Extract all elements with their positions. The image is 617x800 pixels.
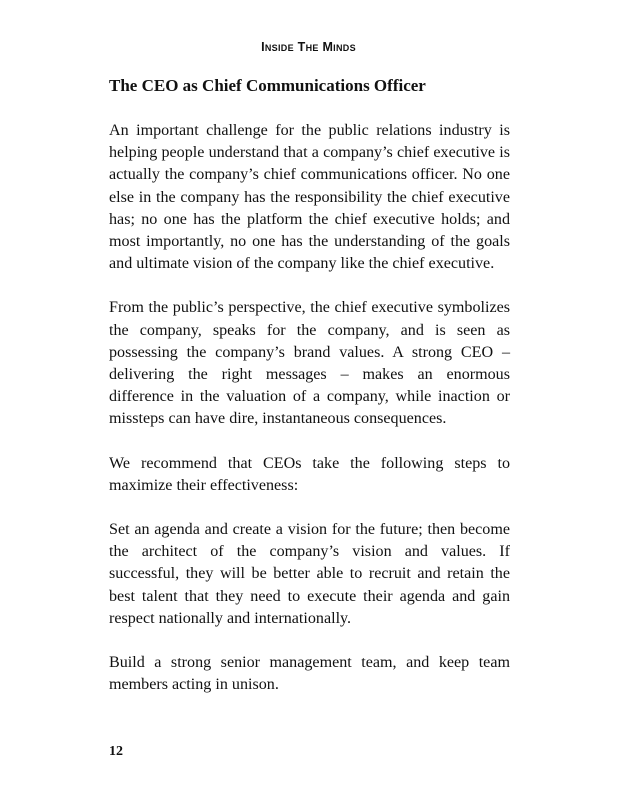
page-number: 12 [109,744,123,759]
paragraph: We recommend that CEOs take the following steps to maximize their effectiveness: [109,454,510,494]
paragraph: From the public’s perspective, the chief executive symbolizes the company, speaks for the company, and is seen as possessing the company’s brand values. A strong CEO – delivering the right messages – makes an enormous difference in the valuation of a company, while inaction or missteps can have dire, instantaneous consequences. [109,299,510,428]
paragraph: Build a strong senior management team, and keep team members acting in unison. [109,654,510,694]
paragraph: Set an agenda and create a vision for the future; then become the architect of the company’s vision and values. If successful, they will be better able to recruit and retain the best talent that they need to execute their agenda and gain respect nationally and internationally. [109,521,510,627]
section-title: The CEO as Chief Communications Officer [109,76,426,95]
paragraph: An important challenge for the public relations industry is helping people understand that a company’s chief executive is actually the company’s chief communications officer. No one else in the company has the responsibility the chief executive has; no one has the platform the chief executive holds; and most importantly, no one has the understanding of the goals and ultimate vision of the company like the chief executive. [109,122,510,273]
page-body [109,75,510,696]
running-header: Inside The Minds [261,40,356,54]
